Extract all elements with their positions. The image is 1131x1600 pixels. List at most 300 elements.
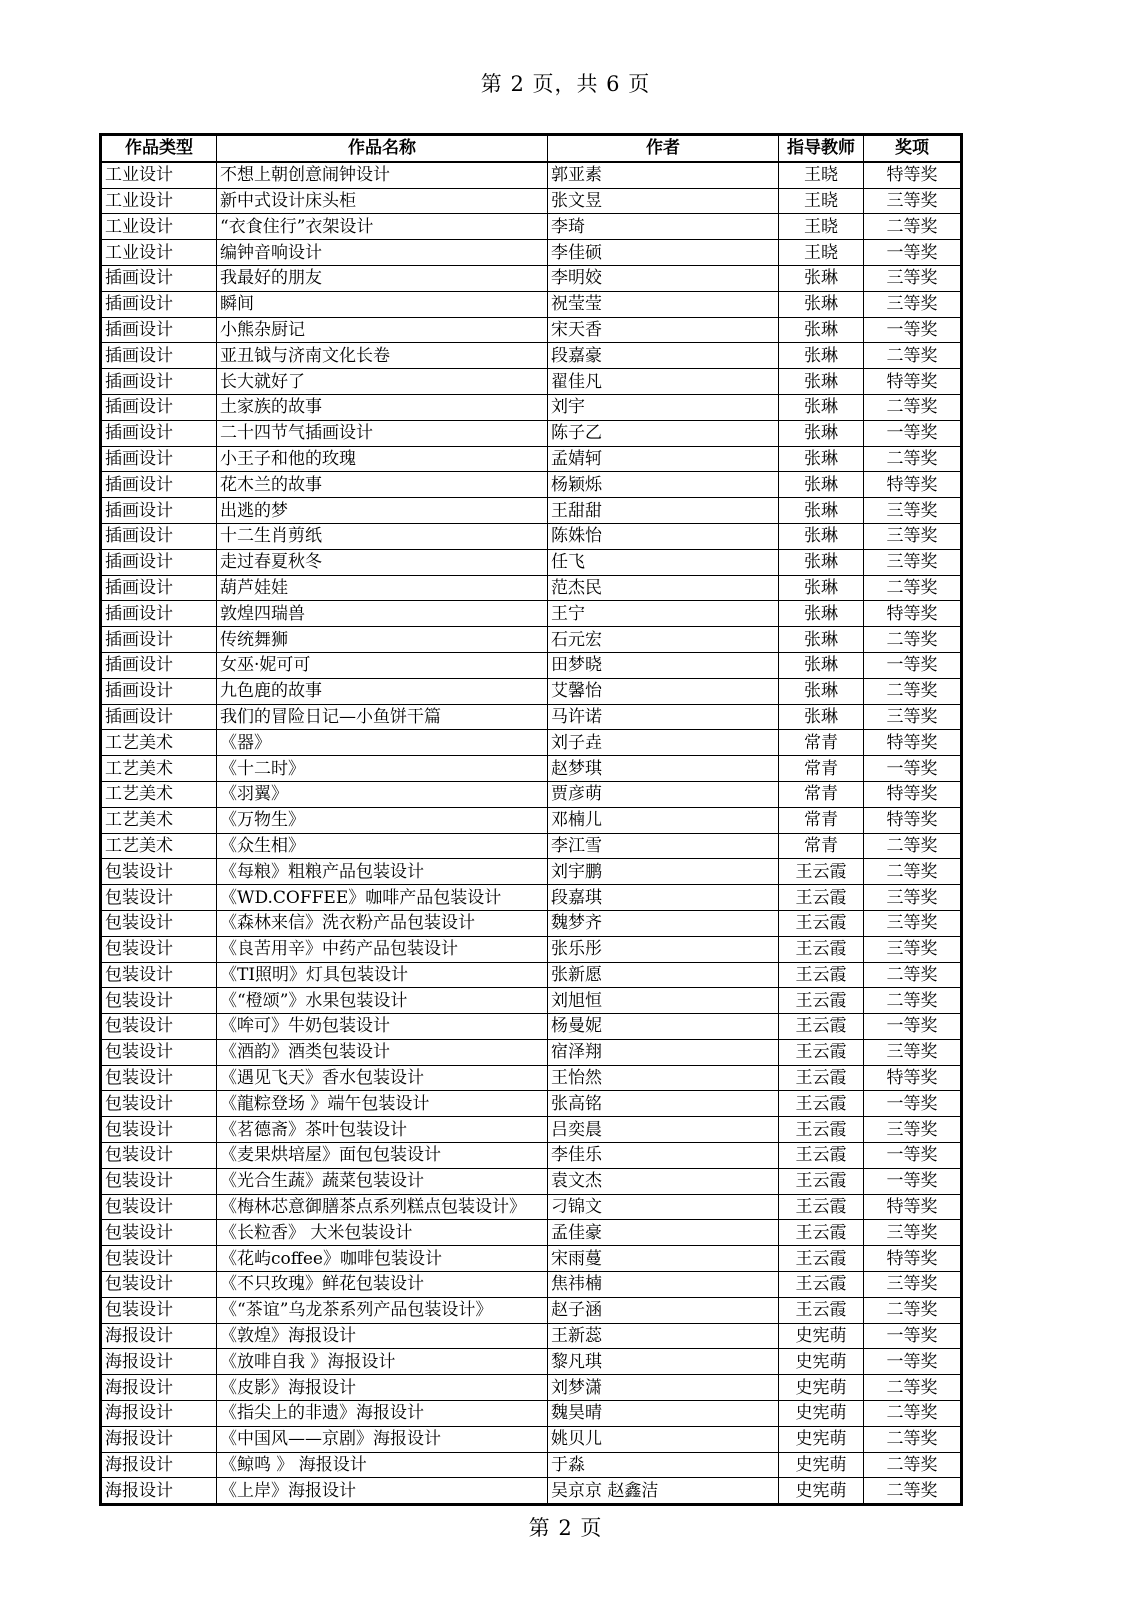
author-cell: 石元宏 [548, 627, 779, 653]
author-cell: 艾馨怡 [548, 678, 779, 704]
column-header-author: 作者 [548, 135, 779, 162]
work-type-cell: 包装设计 [101, 885, 217, 911]
table-row [101, 291, 962, 317]
award-cell: 二等奖 [864, 962, 962, 988]
table-row [101, 1168, 962, 1194]
advisor-cell: 张琳 [779, 627, 864, 653]
advisor-cell: 王云霞 [779, 1014, 864, 1040]
award-cell: 特等奖 [864, 807, 962, 833]
award-cell: 二等奖 [864, 627, 962, 653]
advisor-cell: 张琳 [779, 678, 864, 704]
award-cell: 二等奖 [864, 1401, 962, 1427]
work-type-cell: 插画设计 [101, 343, 217, 369]
work-type-cell: 包装设计 [101, 1246, 217, 1272]
work-title-cell: 《十二时》 [217, 756, 548, 782]
award-cell: 三等奖 [864, 1272, 962, 1298]
work-title-cell: 《器》 [217, 730, 548, 756]
work-title-cell: 女巫·妮可可 [217, 652, 548, 678]
author-cell: 李琦 [548, 214, 779, 240]
work-title-cell: 小熊杂厨记 [217, 317, 548, 343]
award-cell: 特等奖 [864, 601, 962, 627]
advisor-cell: 张琳 [779, 472, 864, 498]
work-type-cell: 插画设计 [101, 575, 217, 601]
table-row [101, 678, 962, 704]
author-cell: 段嘉豪 [548, 343, 779, 369]
award-cell: 一等奖 [864, 756, 962, 782]
author-cell: 袁文杰 [548, 1168, 779, 1194]
table-row [101, 265, 962, 291]
page-header: 第 2 页，共 6 页 [480, 72, 651, 96]
award-cell: 一等奖 [864, 317, 962, 343]
advisor-cell: 张琳 [779, 652, 864, 678]
work-title-cell: 新中式设计床头柜 [217, 188, 548, 214]
advisor-cell: 王晓 [779, 240, 864, 266]
work-title-cell: 走过春夏秋冬 [217, 549, 548, 575]
table-row [101, 523, 962, 549]
award-cell: 特等奖 [864, 730, 962, 756]
advisor-cell: 王云霞 [779, 1168, 864, 1194]
advisor-cell: 王云霞 [779, 1272, 864, 1298]
work-type-cell: 包装设计 [101, 1039, 217, 1065]
table-row [101, 188, 962, 214]
author-cell: 范杰民 [548, 575, 779, 601]
work-type-cell: 工艺美术 [101, 756, 217, 782]
award-cell: 三等奖 [864, 910, 962, 936]
award-cell: 三等奖 [864, 885, 962, 911]
author-cell: 孟婧轲 [548, 446, 779, 472]
table-row [101, 1065, 962, 1091]
work-title-cell: 《龍粽登场 》端午包装设计 [217, 1091, 548, 1117]
work-title-cell: 九色鹿的故事 [217, 678, 548, 704]
author-cell: 焦祎楠 [548, 1272, 779, 1298]
award-cell: 二等奖 [864, 1478, 962, 1505]
work-type-cell: 插画设计 [101, 652, 217, 678]
advisor-cell: 史宪萌 [779, 1375, 864, 1401]
work-type-cell: 插画设计 [101, 704, 217, 730]
column-header-award: 奖项 [864, 135, 962, 162]
award-cell: 三等奖 [864, 1039, 962, 1065]
advisor-cell: 史宪萌 [779, 1452, 864, 1478]
work-title-cell: 葫芦娃娃 [217, 575, 548, 601]
work-title-cell: 《每粮》粗粮产品包装设计 [217, 859, 548, 885]
advisor-cell: 张琳 [779, 265, 864, 291]
author-cell: 刘旭恒 [548, 988, 779, 1014]
work-type-cell: 包装设计 [101, 1143, 217, 1169]
award-cell: 二等奖 [864, 394, 962, 420]
work-type-cell: 海报设计 [101, 1349, 217, 1375]
author-cell: 刁锦文 [548, 1194, 779, 1220]
work-type-cell: 包装设计 [101, 1091, 217, 1117]
advisor-cell: 张琳 [779, 601, 864, 627]
work-type-cell: 包装设计 [101, 1014, 217, 1040]
table-row [101, 1194, 962, 1220]
author-cell: 王甜甜 [548, 498, 779, 524]
award-cell: 三等奖 [864, 265, 962, 291]
work-type-cell: 工业设计 [101, 240, 217, 266]
advisor-cell: 史宪萌 [779, 1401, 864, 1427]
table-row [101, 317, 962, 343]
work-title-cell: 瞬间 [217, 291, 548, 317]
award-cell: 三等奖 [864, 1117, 962, 1143]
table-row [101, 936, 962, 962]
table-row [101, 859, 962, 885]
work-title-cell: 编钟音响设计 [217, 240, 548, 266]
work-type-cell: 包装设计 [101, 1272, 217, 1298]
work-type-cell: 包装设计 [101, 1168, 217, 1194]
advisor-cell: 张琳 [779, 523, 864, 549]
work-type-cell: 插画设计 [101, 369, 217, 395]
author-cell: 王宁 [548, 601, 779, 627]
work-title-cell: 《“茶谊”乌龙茶系列产品包装设计》 [217, 1297, 548, 1323]
work-title-cell: 二十四节气插画设计 [217, 420, 548, 446]
author-cell: 张文昱 [548, 188, 779, 214]
advisor-cell: 王晓 [779, 162, 864, 188]
work-title-cell: 《WD.COFFEE》咖啡产品包装设计 [217, 885, 548, 911]
table-row [101, 498, 962, 524]
table-row [101, 704, 962, 730]
work-title-cell: 我们的冒险日记—小鱼饼干篇 [217, 704, 548, 730]
award-cell: 三等奖 [864, 704, 962, 730]
table-row [101, 1014, 962, 1040]
table-row [101, 807, 962, 833]
work-title-cell: 《光合生蔬》蔬菜包装设计 [217, 1168, 548, 1194]
table-row [101, 1091, 962, 1117]
advisor-cell: 常青 [779, 807, 864, 833]
table-row [101, 420, 962, 446]
award-cell: 一等奖 [864, 1323, 962, 1349]
work-title-cell: 《花屿coffee》咖啡包装设计 [217, 1246, 548, 1272]
author-cell: 刘宇鹏 [548, 859, 779, 885]
work-type-cell: 包装设计 [101, 1194, 217, 1220]
advisor-cell: 王云霞 [779, 962, 864, 988]
work-type-cell: 海报设计 [101, 1426, 217, 1452]
work-title-cell: 《敦煌》海报设计 [217, 1323, 548, 1349]
work-type-cell: 插画设计 [101, 317, 217, 343]
advisor-cell: 常青 [779, 730, 864, 756]
table-row [101, 652, 962, 678]
work-type-cell: 工艺美术 [101, 833, 217, 859]
work-title-cell: 出逃的梦 [217, 498, 548, 524]
table-body [101, 162, 962, 1505]
award-cell: 三等奖 [864, 1220, 962, 1246]
advisor-cell: 常青 [779, 833, 864, 859]
table-row [101, 1117, 962, 1143]
advisor-cell: 张琳 [779, 498, 864, 524]
award-cell: 特等奖 [864, 369, 962, 395]
author-cell: 赵梦琪 [548, 756, 779, 782]
award-cell: 二等奖 [864, 1375, 962, 1401]
author-cell: 黎凡琪 [548, 1349, 779, 1375]
advisor-cell: 张琳 [779, 420, 864, 446]
work-title-cell: 《酒韵》酒类包装设计 [217, 1039, 548, 1065]
award-cell: 特等奖 [864, 472, 962, 498]
award-cell: 特等奖 [864, 162, 962, 188]
work-title-cell: 《良苦用辛》中药产品包装设计 [217, 936, 548, 962]
work-title-cell: 土家族的故事 [217, 394, 548, 420]
work-title-cell: 传统舞狮 [217, 627, 548, 653]
advisor-cell: 张琳 [779, 575, 864, 601]
author-cell: 郭亚素 [548, 162, 779, 188]
table-row [101, 549, 962, 575]
work-title-cell: 我最好的朋友 [217, 265, 548, 291]
table-row [101, 1478, 962, 1505]
table-row [101, 1349, 962, 1375]
award-cell: 特等奖 [864, 1194, 962, 1220]
award-cell: 特等奖 [864, 1065, 962, 1091]
advisor-cell: 王云霞 [779, 1039, 864, 1065]
work-type-cell: 海报设计 [101, 1452, 217, 1478]
award-cell: 一等奖 [864, 652, 962, 678]
advisor-cell: 史宪萌 [779, 1349, 864, 1375]
award-cell: 二等奖 [864, 678, 962, 704]
advisor-cell: 史宪萌 [779, 1426, 864, 1452]
advisor-cell: 张琳 [779, 394, 864, 420]
page-footer: 第 2 页 [528, 1516, 603, 1540]
work-title-cell: 《森林来信》洗衣粉产品包装设计 [217, 910, 548, 936]
award-cell: 二等奖 [864, 575, 962, 601]
table-row [101, 240, 962, 266]
table-row [101, 1452, 962, 1478]
author-cell: 祝莹莹 [548, 291, 779, 317]
advisor-cell: 王云霞 [779, 1143, 864, 1169]
work-title-cell: 不想上朝创意闹钟设计 [217, 162, 548, 188]
work-title-cell: 《茗德斋》茶叶包装设计 [217, 1117, 548, 1143]
author-cell: 吕奕晨 [548, 1117, 779, 1143]
award-cell: 二等奖 [864, 859, 962, 885]
author-cell: 任飞 [548, 549, 779, 575]
work-type-cell: 插画设计 [101, 472, 217, 498]
work-type-cell: 工艺美术 [101, 807, 217, 833]
award-cell: 二等奖 [864, 1452, 962, 1478]
award-cell: 三等奖 [864, 188, 962, 214]
table-row [101, 833, 962, 859]
author-cell: 赵子涵 [548, 1297, 779, 1323]
work-type-cell: 插画设计 [101, 601, 217, 627]
table-row [101, 1039, 962, 1065]
awards-table [99, 133, 963, 1506]
author-cell: 刘梦潇 [548, 1375, 779, 1401]
award-cell: 二等奖 [864, 214, 962, 240]
author-cell: 张新愿 [548, 962, 779, 988]
advisor-cell: 张琳 [779, 446, 864, 472]
table-row [101, 1375, 962, 1401]
award-cell: 二等奖 [864, 988, 962, 1014]
work-title-cell: 《上岸》海报设计 [217, 1478, 548, 1505]
author-cell: 宋雨蔓 [548, 1246, 779, 1272]
award-cell: 一等奖 [864, 420, 962, 446]
award-cell: 二等奖 [864, 833, 962, 859]
work-type-cell: 插画设计 [101, 446, 217, 472]
table-row [101, 1323, 962, 1349]
advisor-cell: 张琳 [779, 343, 864, 369]
work-type-cell: 插画设计 [101, 549, 217, 575]
award-cell: 三等奖 [864, 549, 962, 575]
author-cell: 于淼 [548, 1452, 779, 1478]
table-row [101, 394, 962, 420]
table-row [101, 214, 962, 240]
author-cell: 孟佳豪 [548, 1220, 779, 1246]
work-title-cell: 《鲸鸣 》 海报设计 [217, 1452, 548, 1478]
author-cell: 李佳硕 [548, 240, 779, 266]
author-cell: 陈姝怡 [548, 523, 779, 549]
award-cell: 一等奖 [864, 1014, 962, 1040]
award-cell: 二等奖 [864, 1426, 962, 1452]
work-title-cell: 《哞可》牛奶包装设计 [217, 1014, 548, 1040]
column-header-title: 作品名称 [217, 135, 548, 162]
work-title-cell: 《指尖上的非遗》海报设计 [217, 1401, 548, 1427]
work-type-cell: 插画设计 [101, 627, 217, 653]
advisor-cell: 王云霞 [779, 1091, 864, 1117]
advisor-cell: 王晓 [779, 188, 864, 214]
work-title-cell: 长大就好了 [217, 369, 548, 395]
award-cell: 一等奖 [864, 240, 962, 266]
advisor-cell: 王云霞 [779, 936, 864, 962]
work-type-cell: 海报设计 [101, 1401, 217, 1427]
author-cell: 张高铭 [548, 1091, 779, 1117]
table-row [101, 369, 962, 395]
advisor-cell: 史宪萌 [779, 1478, 864, 1505]
author-cell: 贾彦萌 [548, 781, 779, 807]
work-type-cell: 包装设计 [101, 859, 217, 885]
work-type-cell: 海报设计 [101, 1323, 217, 1349]
table-row [101, 756, 962, 782]
author-cell: 王怡然 [548, 1065, 779, 1091]
column-header-type: 作品类型 [101, 135, 217, 162]
table-row [101, 601, 962, 627]
award-cell: 一等奖 [864, 1091, 962, 1117]
table-header-row [101, 135, 962, 162]
award-cell: 三等奖 [864, 498, 962, 524]
table-row [101, 962, 962, 988]
author-cell: 杨曼妮 [548, 1014, 779, 1040]
advisor-cell: 张琳 [779, 704, 864, 730]
table-row [101, 885, 962, 911]
work-title-cell: 《长粒香》 大米包装设计 [217, 1220, 548, 1246]
table-row [101, 1246, 962, 1272]
work-type-cell: 插画设计 [101, 523, 217, 549]
work-type-cell: 包装设计 [101, 1117, 217, 1143]
work-title-cell: 《中国风——京剧》海报设计 [217, 1426, 548, 1452]
author-cell: 翟佳凡 [548, 369, 779, 395]
award-cell: 一等奖 [864, 1143, 962, 1169]
advisor-cell: 王云霞 [779, 1246, 864, 1272]
award-cell: 三等奖 [864, 936, 962, 962]
table-row [101, 988, 962, 1014]
work-title-cell: 《众生相》 [217, 833, 548, 859]
table-row [101, 162, 962, 188]
award-cell: 二等奖 [864, 1297, 962, 1323]
work-type-cell: 插画设计 [101, 394, 217, 420]
award-cell: 三等奖 [864, 523, 962, 549]
work-type-cell: 包装设计 [101, 1220, 217, 1246]
advisor-cell: 王云霞 [779, 1194, 864, 1220]
author-cell: 田梦晓 [548, 652, 779, 678]
advisor-cell: 王云霞 [779, 1220, 864, 1246]
advisor-cell: 王云霞 [779, 1065, 864, 1091]
advisor-cell: 张琳 [779, 317, 864, 343]
advisor-cell: 王云霞 [779, 1117, 864, 1143]
advisor-cell: 常青 [779, 781, 864, 807]
table-row [101, 472, 962, 498]
column-header-advisor: 指导教师 [779, 135, 864, 162]
author-cell: 李佳乐 [548, 1143, 779, 1169]
advisor-cell: 王云霞 [779, 859, 864, 885]
work-title-cell: 亚丑钺与济南文化长卷 [217, 343, 548, 369]
work-title-cell: 《“橙颂”》水果包装设计 [217, 988, 548, 1014]
work-title-cell: 花木兰的故事 [217, 472, 548, 498]
table-row [101, 910, 962, 936]
work-title-cell: 《梅林芯意御膳茶点系列糕点包装设计》 [217, 1194, 548, 1220]
award-cell: 三等奖 [864, 291, 962, 317]
work-type-cell: 插画设计 [101, 498, 217, 524]
work-type-cell: 插画设计 [101, 265, 217, 291]
author-cell: 段嘉琪 [548, 885, 779, 911]
work-type-cell: 工艺美术 [101, 730, 217, 756]
advisor-cell: 王云霞 [779, 988, 864, 1014]
advisor-cell: 张琳 [779, 369, 864, 395]
advisor-cell: 常青 [779, 756, 864, 782]
award-cell: 特等奖 [864, 781, 962, 807]
work-title-cell: 《羽翼》 [217, 781, 548, 807]
table-row [101, 575, 962, 601]
author-cell: 吴京京 赵鑫洁 [548, 1478, 779, 1505]
author-cell: 邓楠儿 [548, 807, 779, 833]
work-type-cell: 海报设计 [101, 1375, 217, 1401]
advisor-cell: 张琳 [779, 291, 864, 317]
work-type-cell: 插画设计 [101, 678, 217, 704]
table-row [101, 446, 962, 472]
work-title-cell: 《麦果烘培屋》面包包装设计 [217, 1143, 548, 1169]
work-type-cell: 包装设计 [101, 936, 217, 962]
work-title-cell: 《万物生》 [217, 807, 548, 833]
author-cell: 陈子乙 [548, 420, 779, 446]
author-cell: 刘宇 [548, 394, 779, 420]
table-row [101, 781, 962, 807]
award-cell: 二等奖 [864, 446, 962, 472]
work-title-cell: 《皮影》海报设计 [217, 1375, 548, 1401]
award-cell: 一等奖 [864, 1168, 962, 1194]
work-type-cell: 包装设计 [101, 1065, 217, 1091]
author-cell: 魏梦齐 [548, 910, 779, 936]
advisor-cell: 张琳 [779, 549, 864, 575]
award-cell: 一等奖 [864, 1349, 962, 1375]
author-cell: 姚贝儿 [548, 1426, 779, 1452]
advisor-cell: 王云霞 [779, 885, 864, 911]
work-type-cell: 包装设计 [101, 962, 217, 988]
author-cell: 王新蕊 [548, 1323, 779, 1349]
work-type-cell: 工业设计 [101, 188, 217, 214]
work-type-cell: 海报设计 [101, 1478, 217, 1505]
author-cell: 张乐彤 [548, 936, 779, 962]
work-type-cell: 插画设计 [101, 291, 217, 317]
author-cell: 魏昊晴 [548, 1401, 779, 1427]
table-row [101, 1220, 962, 1246]
table-row [101, 1426, 962, 1452]
author-cell: 宿泽翔 [548, 1039, 779, 1065]
table-row [101, 1272, 962, 1298]
work-title-cell: 《不只玫瑰》鲜花包装设计 [217, 1272, 548, 1298]
author-cell: 李江雪 [548, 833, 779, 859]
work-type-cell: 包装设计 [101, 910, 217, 936]
table-row [101, 343, 962, 369]
advisor-cell: 王云霞 [779, 1297, 864, 1323]
table-row [101, 1401, 962, 1427]
author-cell: 宋天香 [548, 317, 779, 343]
work-type-cell: 包装设计 [101, 988, 217, 1014]
table-row [101, 730, 962, 756]
award-cell: 特等奖 [864, 1246, 962, 1272]
table-row [101, 627, 962, 653]
